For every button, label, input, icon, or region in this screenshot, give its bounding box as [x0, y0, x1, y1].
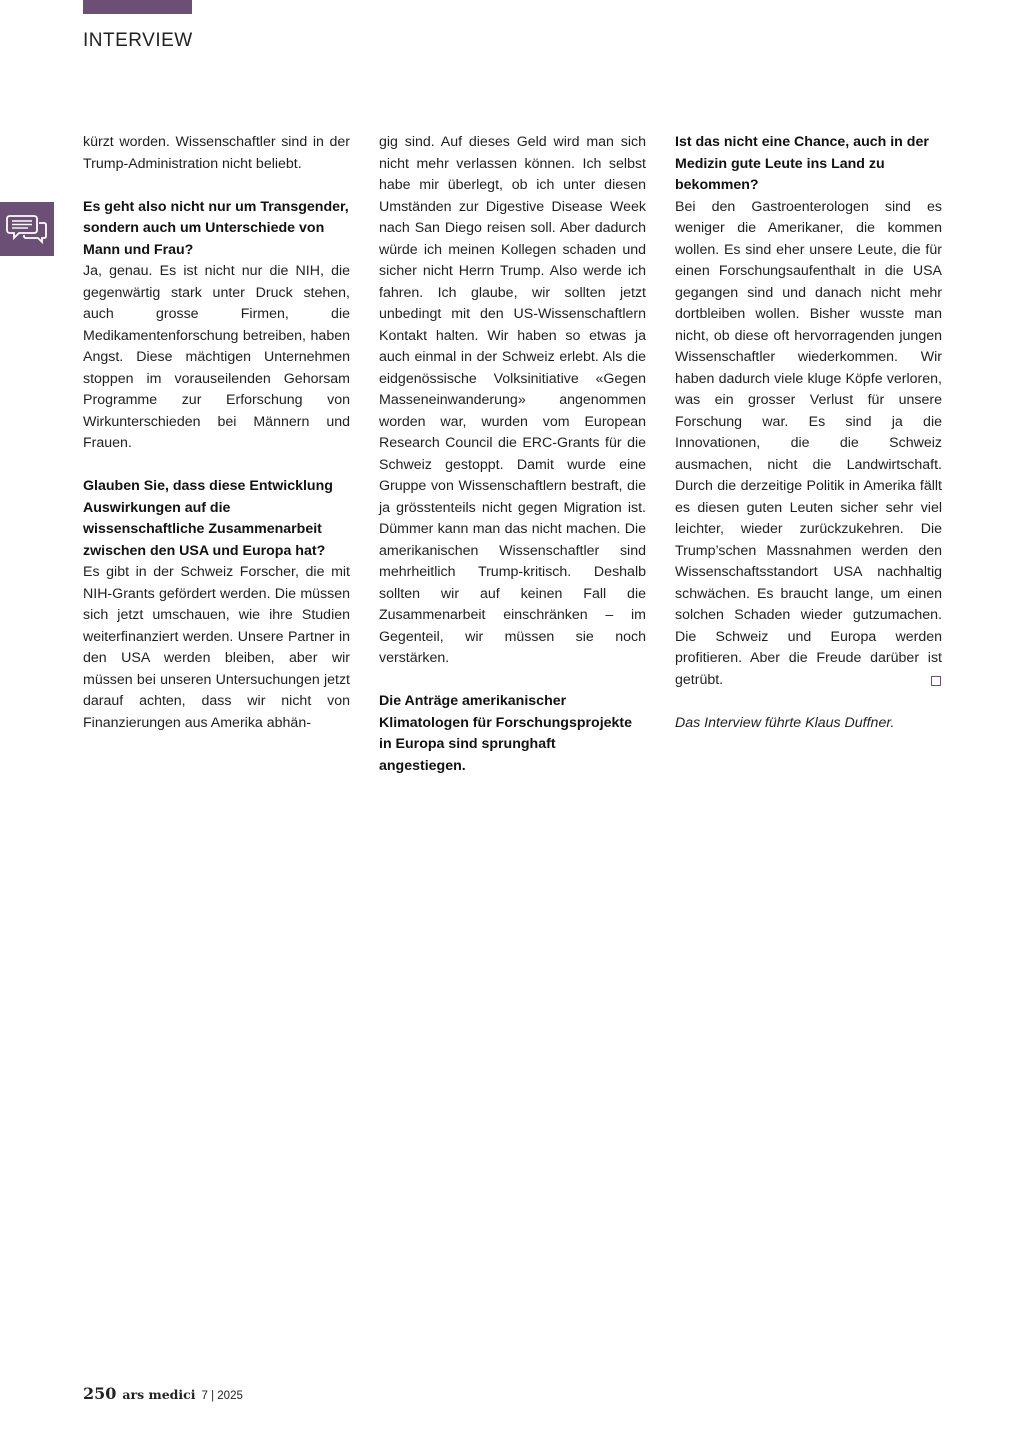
header-accent-bar — [83, 0, 192, 14]
paragraph-text: Bei den Gastroenterologen sind es weniger die Amerikaner, die kommen wollen. Es sind eher unsere Leute, die für einen Forschungsaufenthalt in die USA gegangen sind und danach nicht mehr dortbleiben wollen. Bisher wusste man nicht, ob diese oft hervorragenden jungen Wissenschaftler wiederkommen. Wir haben dadurch viele kluge Köpfe verloren, was ein grosser Verlust für unsere Forschung war. Es sind ja die Innovationen, die die Schweiz ausmachen, nicht die Landwirtschaft. Durch die derzeitige Politik in Amerika fällt es diesen guten Leuten sicher sehr viel leichter, wieder zurückzukehren. Die Trump’schen Massnahmen werden den Wissenschaftsstandort USA nachhaltig schwächen. Es braucht lange, um einen solchen Schaden wieder gutzumachen. Die Schweiz und Europa werden profitieren. Aber die Freude darüber ist getrübt. — [675, 198, 942, 688]
issue-label: 7 | 2025 — [201, 1390, 243, 1402]
page-footer — [83, 1384, 243, 1403]
text-column-1 — [83, 132, 350, 734]
interview-question: Es geht also nicht nur um Transgender, sondern auch um Unterschiede von Mann und Frau? — [83, 198, 349, 258]
paragraph-final — [675, 197, 942, 692]
journal-name: ars medici — [122, 1387, 196, 1402]
text-column-2 — [379, 132, 646, 777]
end-square-icon — [931, 676, 941, 686]
side-tab — [0, 202, 54, 256]
paragraph: gig sind. Auf dieses Geld wird man sich nicht mehr verlassen können. Ich selbst habe mir überlegt, ob ich unter diesen Umständen zur Digestive Disease Week nach San Diego reisen soll. Aber dadurch würde ich meinen Kollegen schaden und sicher nicht Herrn Trump. Also werde ich fahren. Ich glaube, wir sollten jetzt unbedingt mit den US-Wissenschaftlern Kontakt halten. Wir haben so etwas ja auch einmal in der Schweiz erlebt. Als die eidgenössische Volksinitiative «Gegen Masseneinwanderung» angenommen worden war, wurden vom European Research Council die ERC-Grants für die Schweiz gestoppt. Damit wurde eine Gruppe von Wissenschaftlern bestraft, die ja grösstenteils nicht gegen Migration ist. Dümmer kann man das nicht machen. Die amerikanischen Wissenschaftler sind mehrheitlich Trump-kritisch. Deshalb sollten wir auf keinen Fall die Zusammenarbeit einschränken – im Gegenteil, wir müssen sie noch verstärken. — [379, 134, 646, 666]
interview-question: Die Anträge amerikanischer Klimatologen für Forschungsprojekte in Europa sind sprunghaft angestiegen. — [379, 693, 633, 774]
interview-question: Ist das nicht eine Chance, auch in der Medizin gute Leute ins Land zu bekommen? — [675, 134, 929, 193]
chat-bubbles-icon — [6, 213, 48, 245]
page-number: 250 — [83, 1384, 117, 1403]
paragraph: kürzt worden. Wissenschaftler sind in der Trump-Administration nicht beliebt. — [83, 134, 350, 172]
section-label: INTERVIEW — [83, 30, 193, 51]
paragraph: Ja, genau. Es ist nicht nur die NIH, die gegenwärtig stark unter Druck stehen, auch grosse Firmen, die Medikamentenforschung betreiben, haben Angst. Diese mächtigen Unternehmen stoppen im vorauseilenden Gehorsam Programme zur Erforschung von Wirkunterschieden bei Männern und Frauen. — [83, 263, 350, 451]
interview-question: Glauben Sie, dass diese Entwicklung Auswirkungen auf die wissenschaftliche Zusammenarbeit zwischen den USA und Europa hat? — [83, 478, 333, 559]
paragraph: Es gibt in der Schweiz Forscher, die mit NIH-Grants gefördert werden. Die müssen sich jetzt umschauen, wie ihre Studien weiterfinanziert werden. Unsere Partner in den USA werden bleiben, aber wir müssen bei unseren Untersuchungen jetzt darauf achten, dass wir nicht von Finanzierungen aus Amerika abhän- — [83, 564, 350, 731]
text-column-3 — [675, 132, 942, 734]
interview-credit: Das Interview führte Klaus Duffner. — [675, 714, 895, 731]
